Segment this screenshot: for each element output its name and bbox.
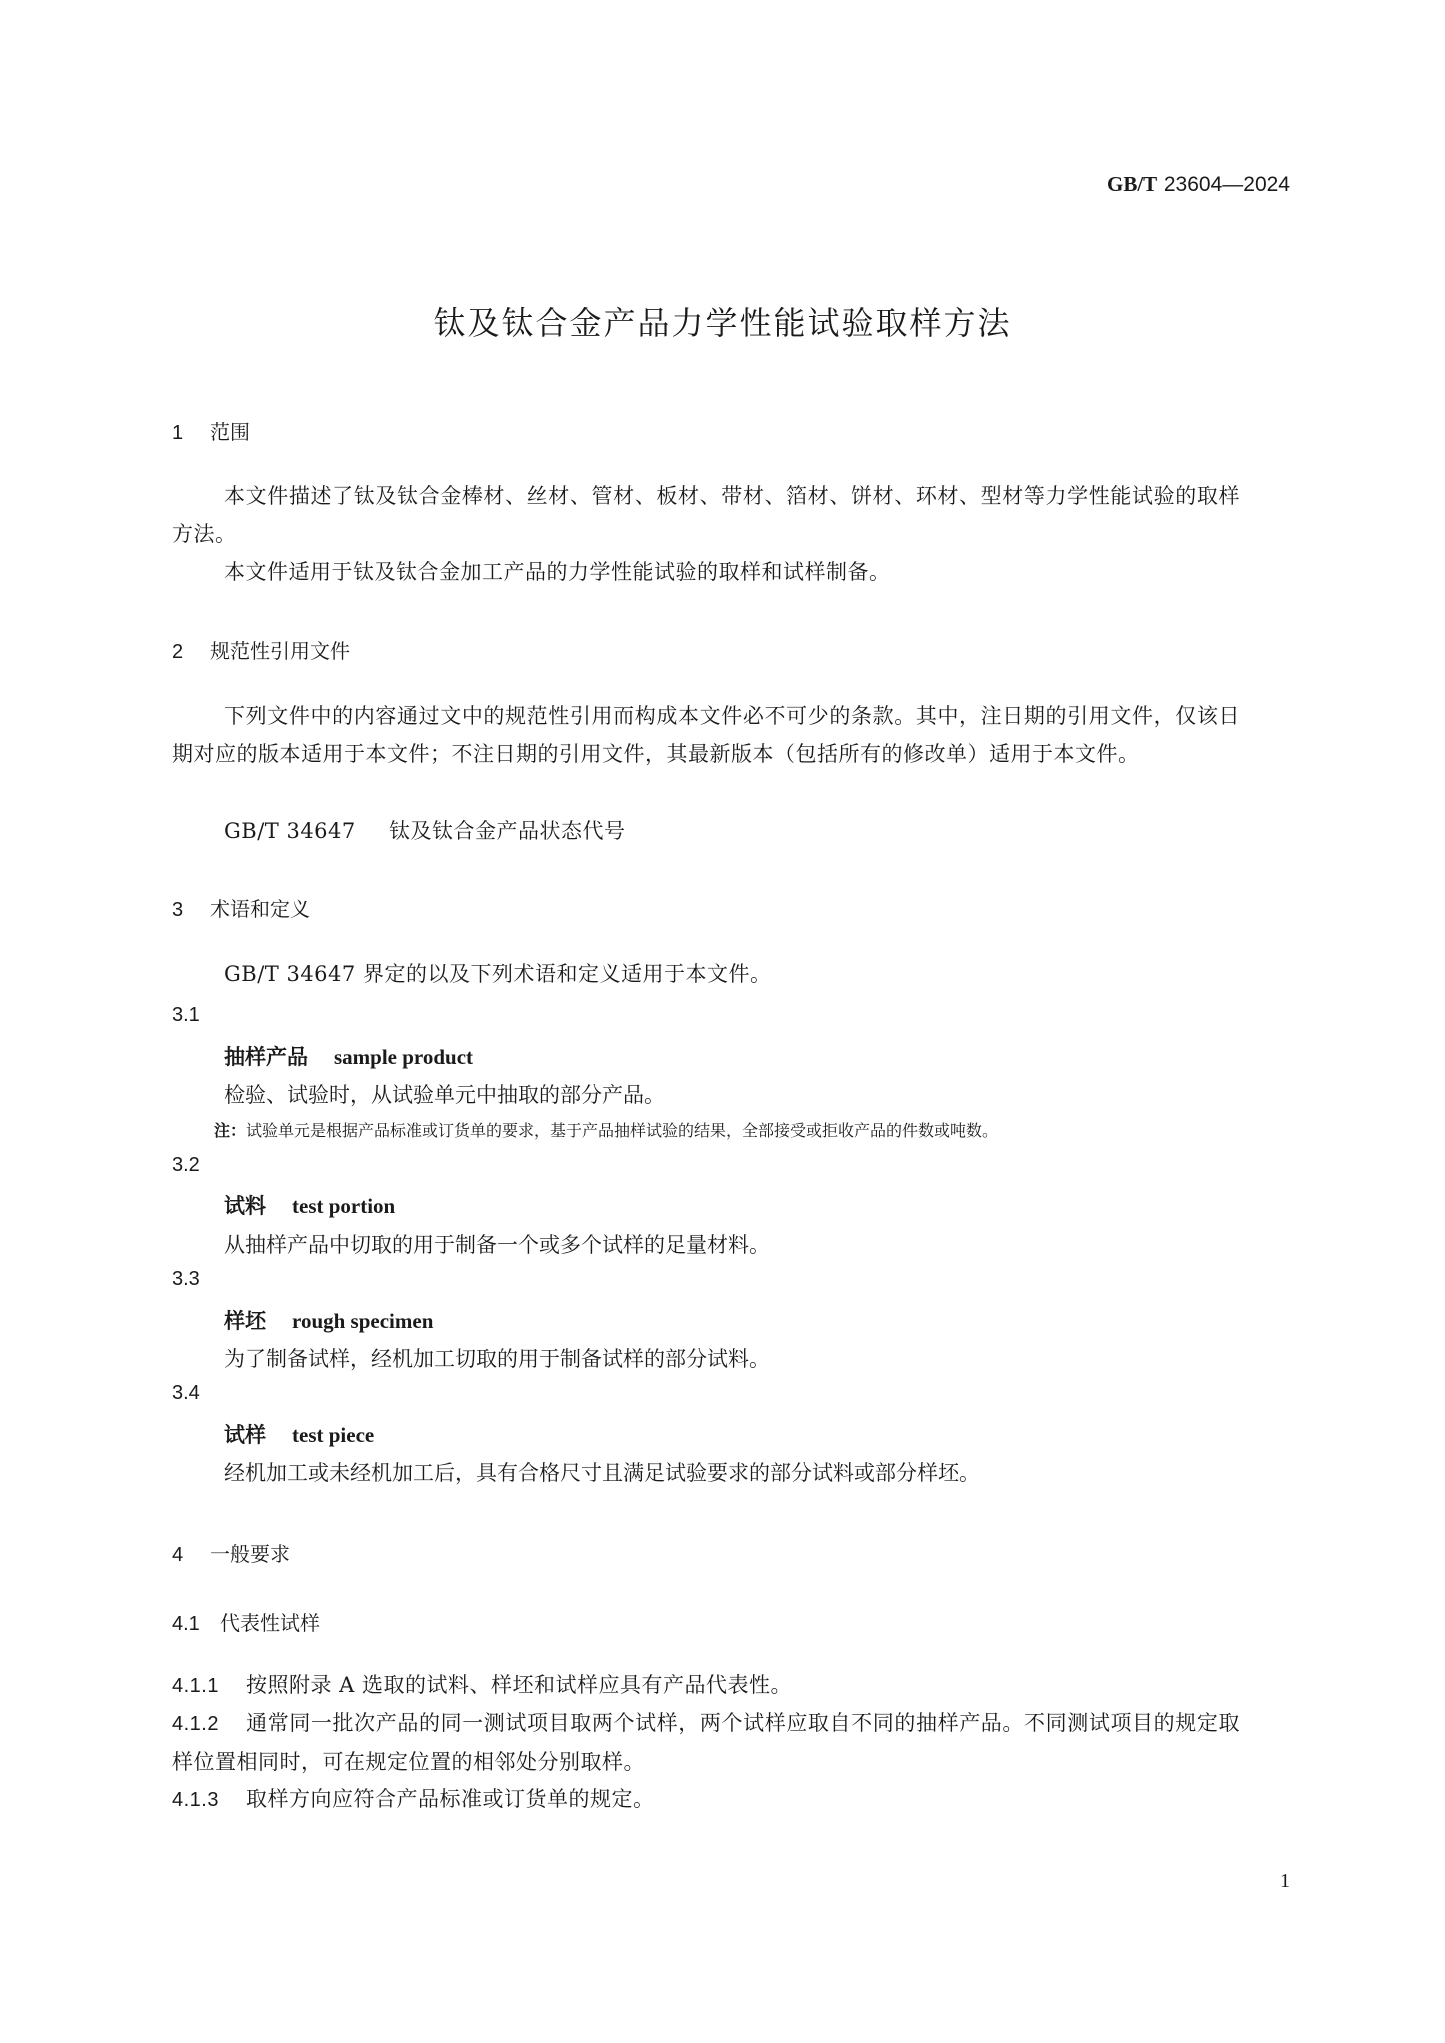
standard-code-number: 23604—2024 (1163, 173, 1290, 196)
term-heading (224, 1041, 473, 1071)
clause-text: 通常同一批次产品的同一测试项目取两个试样，两个试样应取自不同的抽样产品。不同测试项目的规定取样位置相同时，可在规定位置的相邻处分别取样。 (172, 1711, 1240, 1774)
section-number: 4 (172, 1544, 184, 1566)
clause-number: 4.1.2 (172, 1713, 219, 1735)
section-1-heading (172, 416, 250, 445)
clause-number: 4.1.1 (172, 1675, 219, 1697)
term-definition: 从抽样产品中切取的用于制备一个或多个试样的足量材料。 (224, 1233, 770, 1257)
term-heading (224, 1305, 433, 1335)
term-number: 3.4 (172, 1382, 200, 1404)
section-3-heading (172, 893, 310, 922)
subsection-number: 4.1 (172, 1613, 200, 1635)
section-number: 3 (172, 899, 184, 921)
standard-code (1070, 172, 1290, 197)
section-number: 2 (172, 641, 184, 663)
term-heading (224, 1419, 374, 1449)
clause-number: 4.1.3 (172, 1789, 219, 1811)
term-definition: 检验、试验时，从试验单元中抽取的部分产品。 (224, 1083, 665, 1107)
clause-4-1-3 (172, 1780, 1240, 1819)
subsection-title: 代表性试样 (220, 1611, 320, 1635)
section-title: 规范性引用文件 (210, 639, 350, 663)
term-heading (224, 1190, 395, 1220)
term-definition: 为了制备试样，经机加工切取的用于制备试样的部分试料。 (224, 1347, 770, 1371)
term-number: 3.1 (172, 1004, 200, 1026)
term-number: 3.2 (172, 1154, 200, 1176)
section-title: 一般要求 (210, 1542, 290, 1566)
section-title: 术语和定义 (210, 897, 310, 921)
scope-paragraph-1: 本文件描述了钛及钛合金棒材、丝材、管材、板材、带材、箔材、饼材、环材、型材等力学性能试验的取样方法。 (172, 484, 1240, 546)
terms-intro: GB/T 34647 界定的以及下列术语和定义适用于本文件。 (224, 962, 772, 986)
scope-paragraph-2: 本文件适用于钛及钛合金加工产品的力学性能试验的取样和试样制备。 (224, 560, 891, 584)
section-number: 1 (172, 422, 184, 444)
normative-references-paragraph: 下列文件中的内容通过文中的规范性引用而构成本文件必不可少的条款。其中，注日期的引用文件，仅该日期对应的版本适用于本文件；不注日期的引用文件，其最新版本（包括所有的修改单）适用于本文件。 (172, 704, 1240, 766)
term-definition: 经机加工或未经机加工后，具有合格尺寸且满足试验要求的部分试料或部分样坯。 (224, 1461, 980, 1485)
clause-4-1-2 (172, 1704, 1240, 1781)
section-title: 范围 (210, 420, 250, 444)
document-title: 钛及钛合金产品力学性能试验取样方法 (433, 304, 1012, 342)
term-english: sample product (334, 1045, 474, 1069)
section-2-heading (172, 635, 350, 664)
term-chinese: 抽样产品 (224, 1044, 308, 1069)
clause-4-1-1 (172, 1666, 1240, 1705)
reference-item (224, 812, 1292, 850)
term-chinese: 样坯 (224, 1308, 266, 1333)
clause-text: 按照附录 A 选取的试料、样坯和试样应具有产品代表性。 (246, 1673, 793, 1697)
standard-code-prefix: GB/T (1107, 172, 1158, 196)
reference-code: GB/T 34647 (224, 819, 356, 843)
term-english: rough specimen (292, 1309, 434, 1333)
term-chinese: 试料 (224, 1193, 266, 1218)
term-chinese: 试样 (224, 1422, 266, 1447)
reference-title: 钛及钛合金产品状态代号 (389, 819, 626, 843)
note-text: 试验单元是根据产品标准或订货单的要求，基于产品抽样试验的结果，全部接受或拒收产品的件数或吨数。 (246, 1121, 999, 1140)
note-label: 注： (214, 1121, 247, 1140)
term-english: test piece (292, 1423, 375, 1447)
subsection-4-1-heading (172, 1607, 320, 1636)
section-4-heading (172, 1538, 290, 1567)
term-number: 3.3 (172, 1268, 200, 1290)
clause-text: 取样方向应符合产品标准或订货单的规定。 (246, 1787, 655, 1811)
term-note (214, 1118, 998, 1141)
page-number: 1 (1280, 1870, 1290, 1892)
term-english: test portion (292, 1194, 396, 1218)
